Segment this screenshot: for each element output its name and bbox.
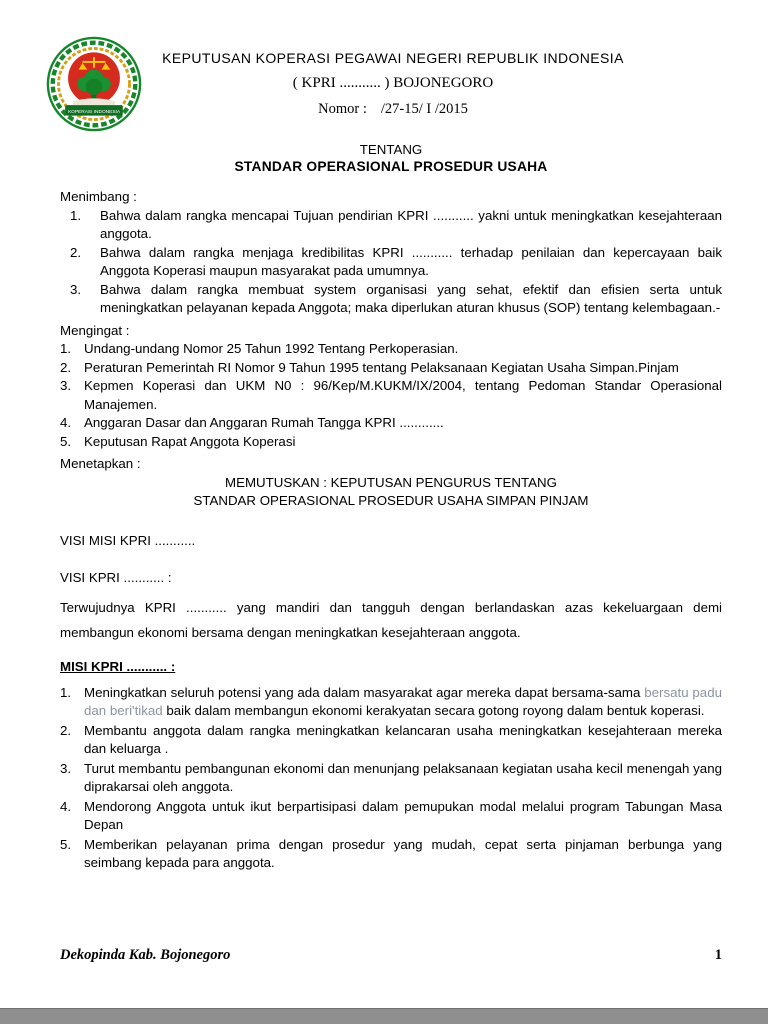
item-number: 2.	[70, 244, 82, 260]
item-number: 2.	[60, 359, 72, 375]
subject-tentang: TENTANG	[359, 142, 423, 157]
subject-block	[60, 142, 722, 174]
list-item	[60, 836, 722, 872]
document-subtitle: ( KPRI ........... ) BOJONEGORO	[292, 75, 494, 91]
item-number: 4.	[60, 415, 72, 430]
menimbang-section	[60, 188, 722, 318]
header-text-block	[142, 36, 722, 118]
footer-organization: Dekopinda Kab. Bojonegoro	[60, 947, 231, 963]
document-number-line	[142, 101, 644, 118]
page-number: 1	[714, 947, 722, 963]
list-item	[60, 340, 722, 359]
item-number: 3.	[60, 378, 72, 393]
subject-title: STANDAR OPERASIONAL PROSEDUR USAHA	[234, 159, 548, 174]
list-item	[60, 244, 722, 281]
list-item	[60, 684, 722, 720]
item-text: Membantu anggota dalam rangka meningkatkan kelancaran usaha meningkatkan kesejahteraan mereka dan keluarga .	[84, 722, 722, 756]
viewer-background-strip	[0, 1008, 768, 1024]
item-text: Memberikan pelayanan prima dengan prosedur yang mudah, cepat serta pinjaman berbunga yang seimbang kepada para anggota.	[84, 836, 722, 870]
misi-heading	[60, 657, 722, 676]
list-item	[60, 281, 722, 318]
list-item	[60, 359, 722, 378]
item-text-part: baik dalam membangun ekonomi kerakyatan secara gotong royong dalam bentuk koperasi.	[162, 702, 705, 718]
item-text	[84, 684, 722, 720]
list-item	[60, 414, 722, 433]
item-text: Bahwa dalam rangka membuat system organisasi yang sehat, efektif dan efisien serta untuk meningkatkan pelayanan kepada Anggota; maka diperlukan aturan khusus (SOP) tentang kelembagaan.-	[100, 281, 722, 315]
mengingat-list	[60, 340, 722, 451]
list-item	[60, 207, 722, 244]
koperasi-emblem-icon	[46, 36, 142, 132]
visi-heading: VISI KPRI ........... :	[60, 569, 172, 585]
menimbang-list	[60, 207, 722, 318]
misi-list	[60, 684, 722, 872]
item-number: 1.	[60, 684, 72, 700]
item-number: 1.	[60, 341, 72, 356]
menimbang-label: Menimbang :	[60, 189, 137, 204]
item-number: 3.	[70, 281, 82, 297]
item-number: 1.	[70, 207, 82, 223]
emblem-banner-text: KOPERASI INDONESIA	[67, 109, 121, 115]
item-text: Kepmen Koperasi dan UKM N0 : 96/Kep/M.KUKM/IX/2004, tentang Pedoman Standar Operasional Manajemen.	[84, 378, 722, 412]
memutuskan-line2: STANDAR OPERASIONAL PROSEDUR USAHA SIMPAN PINJAM	[193, 493, 589, 508]
list-item	[60, 433, 722, 452]
item-text: Keputusan Rapat Anggota Koperasi	[84, 433, 296, 449]
menetapkan-label: Menetapkan :	[60, 456, 141, 471]
visi-paragraph: Terwujudnya KPRI ........... yang mandiri dan tangguh dengan berlandaskan azas kekeluargaan demi membangun ekonomi bersama dengan meningkatkan kesejahteraan anggota.	[60, 599, 722, 640]
mengingat-section	[60, 322, 722, 452]
document-header	[60, 36, 722, 132]
item-text: Bahwa dalam rangka mencapai Tujuan pendirian KPRI ........... yakni untuk meningkatkan kesejahteraan anggota.	[100, 207, 722, 241]
item-text: Peraturan Pemerintah RI Nomor 9 Tahun 1995 tentang Pelaksanaan Kegiatan Usaha Simpan.Pinjam	[84, 359, 679, 375]
memutuskan-block	[60, 474, 722, 511]
item-number: 5.	[60, 836, 72, 852]
mengingat-label: Mengingat :	[60, 322, 130, 338]
item-text-part: Meningkatkan seluruh potensi yang ada dalam masyarakat agar mereka dapat bersama-sama	[84, 684, 645, 700]
item-text: Undang-undang Nomor 25 Tahun 1992 Tentang Perkoperasian.	[84, 341, 459, 356]
item-number: 5.	[60, 433, 72, 449]
item-text-muted-part: bersatu padu dan beri'tikad	[84, 684, 722, 718]
menetapkan-section	[60, 455, 722, 511]
item-number: 2.	[60, 722, 72, 738]
nomor-value: /27-15/ I /2015	[380, 101, 468, 117]
item-text: Bahwa dalam rangka menjaga kredibilitas KPRI ........... terhadap penilaian dan kepercayaan baik Anggota Koperasi maupun masyarakat pada umumnya.	[100, 244, 722, 278]
document-title: KEPUTUSAN KOPERASI PEGAWAI NEGERI REPUBLIK INDONESIA	[162, 50, 624, 66]
misi-heading-text: MISI KPRI ........... :	[60, 658, 176, 674]
list-item	[60, 760, 722, 796]
item-number: 4.	[60, 798, 72, 814]
item-text: Turut membantu pembangunan ekonomi dan menunjang pelaksanaan kegiatan usaha kecil menengah yang diprakarsai oleh anggota.	[84, 760, 722, 794]
item-text: Mendorong Anggota untuk ikut berpartisipasi dalam pemupukan modal melalui program Tabungan Masa Depan	[84, 798, 722, 832]
memutuskan-line1: MEMUTUSKAN : KEPUTUSAN PENGURUS TENTANG	[225, 474, 557, 490]
list-item	[60, 798, 722, 834]
document-footer	[60, 947, 722, 964]
kpri-logo	[46, 36, 142, 132]
list-item	[60, 377, 722, 414]
list-item	[60, 722, 722, 758]
visi-misi-heading: VISI MISI KPRI ...........	[60, 532, 196, 548]
item-text: Anggaran Dasar dan Anggaran Rumah Tangga KPRI ............	[84, 415, 444, 430]
item-number: 3.	[60, 760, 72, 776]
nomor-label: Nomor :	[318, 101, 367, 117]
